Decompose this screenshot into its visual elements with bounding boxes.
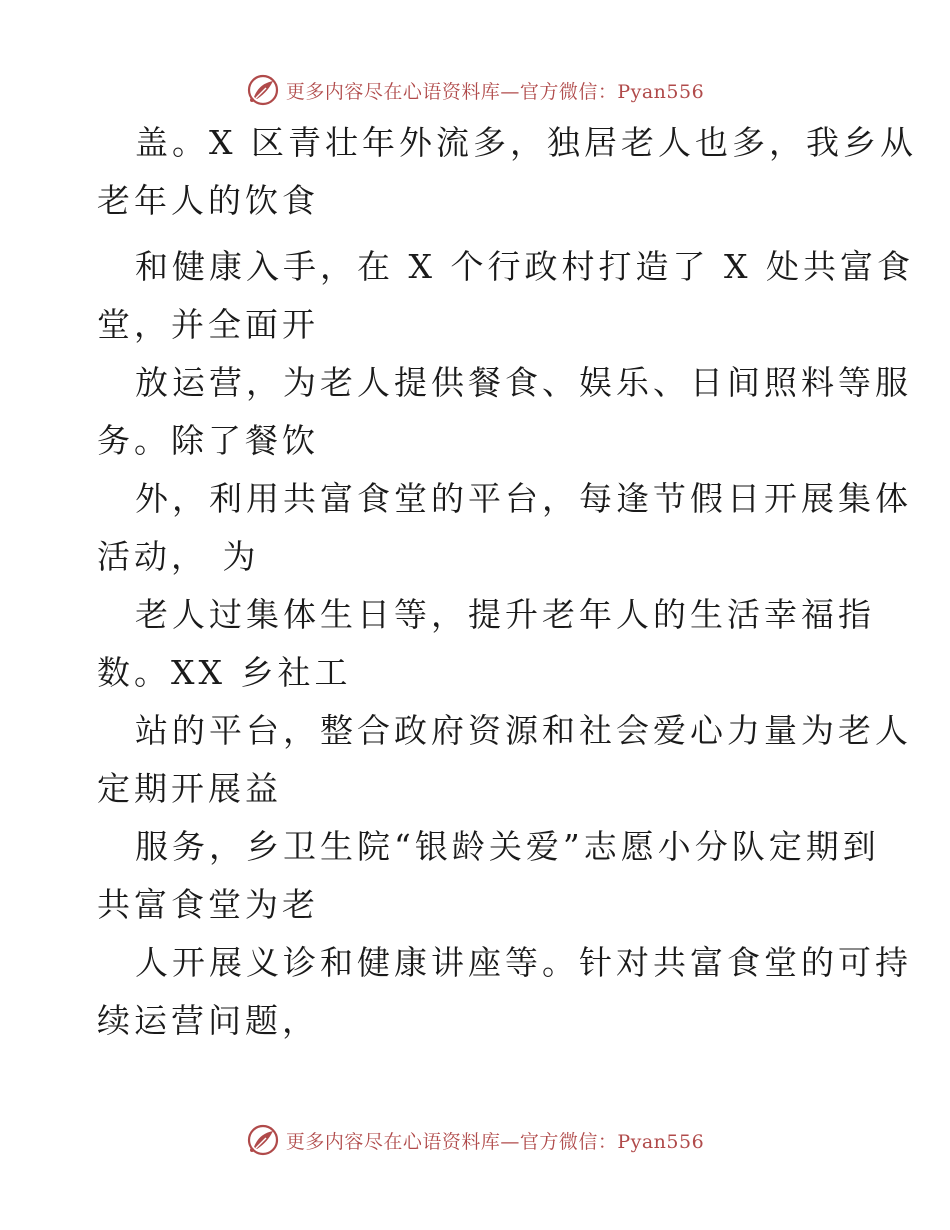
text-line: 和健康入手，在 X 个行政村打造了 X 处共富食	[135, 247, 914, 286]
text-line: 放运营，为老人提供餐食、娱乐、日间照料等服	[135, 363, 912, 402]
text-line: 活动， 为	[97, 537, 260, 576]
text-line: 人开展义诊和健康讲座等。针对共富食堂的可持	[135, 943, 912, 982]
text-line: 定期开展益	[97, 769, 282, 808]
text-line: 盖。X 区青壮年外流多，独居老人也多，我乡从	[135, 123, 917, 162]
text-line: 服务，乡卫生院“银龄关爱”志愿小分队定期到	[135, 827, 880, 866]
text-line: 务。除了餐饮	[97, 421, 319, 460]
text-line: 站的平台，整合政府资源和社会爱心力量为老人	[135, 711, 912, 750]
pen-nib-logo-icon	[246, 73, 280, 107]
footer-banner	[0, 1120, 950, 1160]
text-line: 老人过集体生日等，提升老年人的生活幸福指	[135, 595, 875, 634]
text-line: 数。XX 乡社工	[97, 653, 352, 692]
header-banner-text: 更多内容尽在心语资料库—官方微信：Pyan556	[285, 80, 705, 103]
text-line: 共富食堂为老	[97, 885, 319, 924]
text-line: 续运营问题，	[97, 1001, 319, 1040]
header-banner	[0, 70, 950, 110]
text-line: 堂，并全面开	[97, 305, 319, 344]
text-line: 外，利用共富食堂的平台，每逢节假日开展集体	[135, 479, 912, 518]
text-line: 老年人的饮食	[97, 181, 319, 220]
footer-banner-text: 更多内容尽在心语资料库—官方微信：Pyan556	[285, 1130, 705, 1153]
pen-nib-logo-icon	[246, 1123, 280, 1157]
